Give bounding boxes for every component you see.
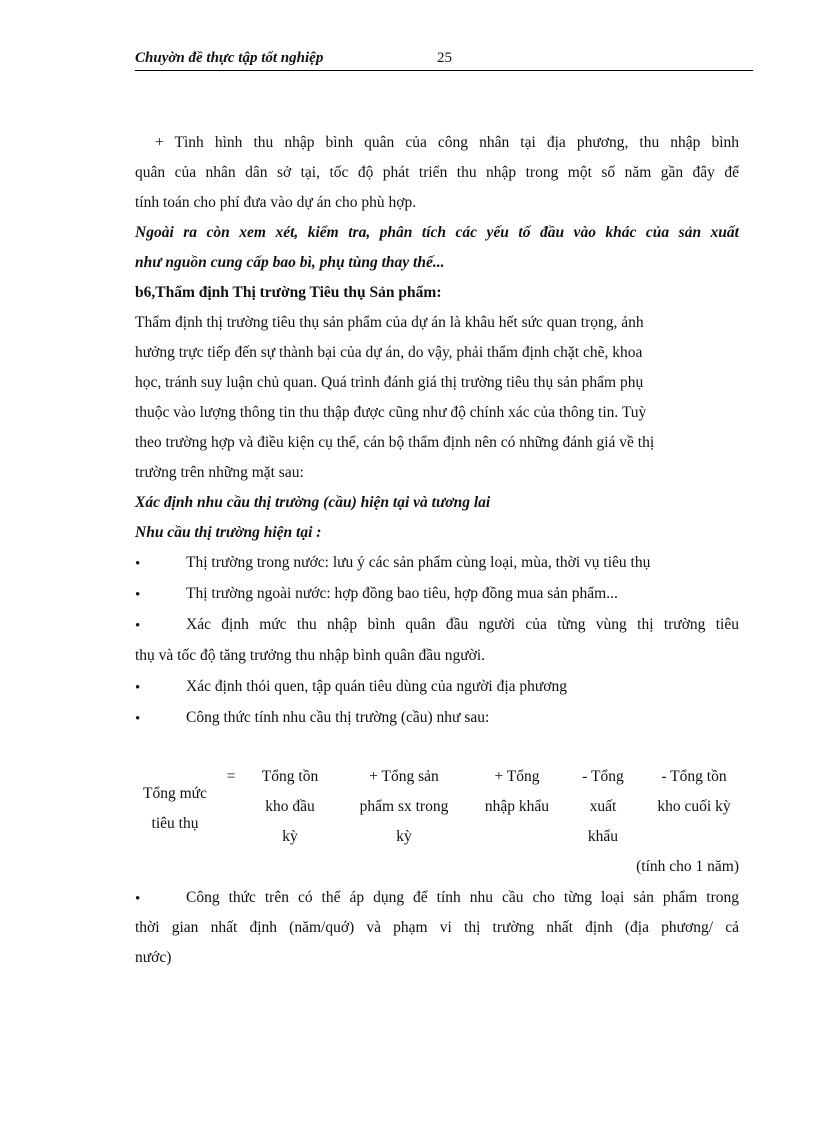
bullet-symbol: • [135, 587, 141, 603]
intro-line-2: quân của nhân dân sở tại, tốc độ phát triển thu nhập trong một số năm gần đây để [135, 164, 739, 181]
formula-term-line: phẩm sx trong [359, 798, 449, 815]
bullet-item-formula-intro: Công thức tính nhu cầu thị trường (cầu) như sau: [186, 709, 490, 726]
closing-line-1: Công thức trên có thể áp dụng để tính nhu cầu cho từng loại sản phẩm trong [186, 889, 739, 906]
closing-line-3: nước) [135, 949, 172, 966]
formula-term-line: xuất [589, 798, 617, 815]
intro-line-1: + Tình hình thu nhập bình quân của công nhân tại địa phương, thu nhập bình [155, 134, 739, 151]
section-paragraph-line-6: trường trên những mặt sau: [135, 464, 304, 481]
formula-term-production [345, 762, 463, 852]
bullet-item-income-line-1: Xác định mức thu nhập bình quân đầu người của từng vùng thị trường tiêu [186, 616, 739, 633]
page-header [135, 50, 753, 71]
bullet-symbol: • [135, 891, 141, 907]
bullet-item-income-line-2: thụ và tốc độ tăng trưởng thu nhập bình quân đầu người. [135, 647, 486, 664]
bullet-item-domestic: Thị trường trong nước: lưu ý các sản phẩm cùng loại, mùa, thời vụ tiêu thụ [186, 554, 651, 571]
formula-term-line: + Tổng [494, 768, 540, 785]
bullet-symbol: • [135, 556, 141, 572]
bullet-symbol: • [135, 618, 141, 634]
subheading-demand: Xác định nhu cầu thị trường (cầu) hiện tại và tương lai [135, 494, 491, 511]
subheading-current-demand: Nhu cầu thị trường hiện tại : [135, 524, 322, 541]
formula-term-line: kho cuối kỳ [657, 798, 731, 815]
section-paragraph-line-2: hưởng trực tiếp đến sự thành bại của dự án, do vậy, phải thẩm định chặt chẽ, khoa [135, 344, 643, 361]
bullet-symbol: • [135, 680, 141, 696]
header-title: Chuyờn đề thực tập tốt nghiệp [135, 50, 324, 66]
formula-term-line: - Tổng [582, 768, 624, 785]
section-paragraph-line-3: học, tránh suy luận chủ quan. Quá trình đánh giá thị trường tiêu thụ sản phẩm phụ [135, 374, 644, 391]
formula-lhs-line-2: tiêu thụ [151, 815, 199, 832]
formula-lhs-line-1: Tổng mức [143, 785, 207, 802]
formula-term-line: + Tổng sản [369, 768, 439, 785]
formula-term-line: khẩu [587, 828, 619, 845]
formula-lhs [133, 779, 217, 839]
intro-line-3: tính toán cho phí đưa vào dự án cho phù hợp. [135, 194, 417, 211]
formula-term-line: Tổng tồn [261, 768, 319, 785]
formula-term-line: kỳ [396, 828, 412, 845]
formula-note: (tính cho 1 năm) [636, 858, 739, 875]
formula-equals: = [226, 768, 236, 785]
section-paragraph-line-5: theo trường hợp và điều kiện cụ thể, cán bộ thẩm định nên có những đánh giá về thị [135, 434, 655, 451]
page-number: 25 [437, 50, 452, 66]
bullet-item-habits: Xác định thói quen, tập quán tiêu dùng của người địa phương [186, 678, 568, 695]
emphasis-line-2: như nguồn cung cấp bao bì, phụ tùng thay thế... [135, 254, 445, 271]
formula-term-line: kỳ [282, 828, 298, 845]
emphasis-line-1: Ngoài ra còn xem xét, kiểm tra, phân tích các yếu tố đầu vào khác của sản xuất [135, 224, 739, 241]
formula-term-line: - Tổng tồn [661, 768, 727, 785]
formula-term-closing-stock [648, 762, 740, 822]
section-paragraph-line-4: thuộc vào lượng thông tin thu thập được cũng như độ chính xác của thông tin. Tuỳ [135, 404, 647, 421]
formula-term-opening-stock [250, 762, 330, 852]
closing-line-2: thời gian nhất định (năm/quớ) và phạm vi thị trường nhất định (địa phương/ cả [135, 919, 739, 936]
formula-term-line: kho đầu [265, 798, 315, 815]
formula-term-line: nhập khẩu [484, 798, 550, 815]
section-paragraph-line-1: Thẩm định thị trường tiêu thụ sản phẩm của dự án là khâu hết sức quan trọng, ảnh [135, 314, 644, 331]
bullet-symbol: • [135, 711, 141, 727]
section-heading: b6,Thẩm định Thị trường Tiêu thụ Sản phẩm: [135, 284, 442, 301]
formula-term-imports [474, 762, 560, 822]
bullet-item-foreign: Thị trường ngoài nước: hợp đồng bao tiêu, hợp đồng mua sản phẩm... [186, 585, 618, 602]
formula-term-exports [570, 762, 636, 852]
